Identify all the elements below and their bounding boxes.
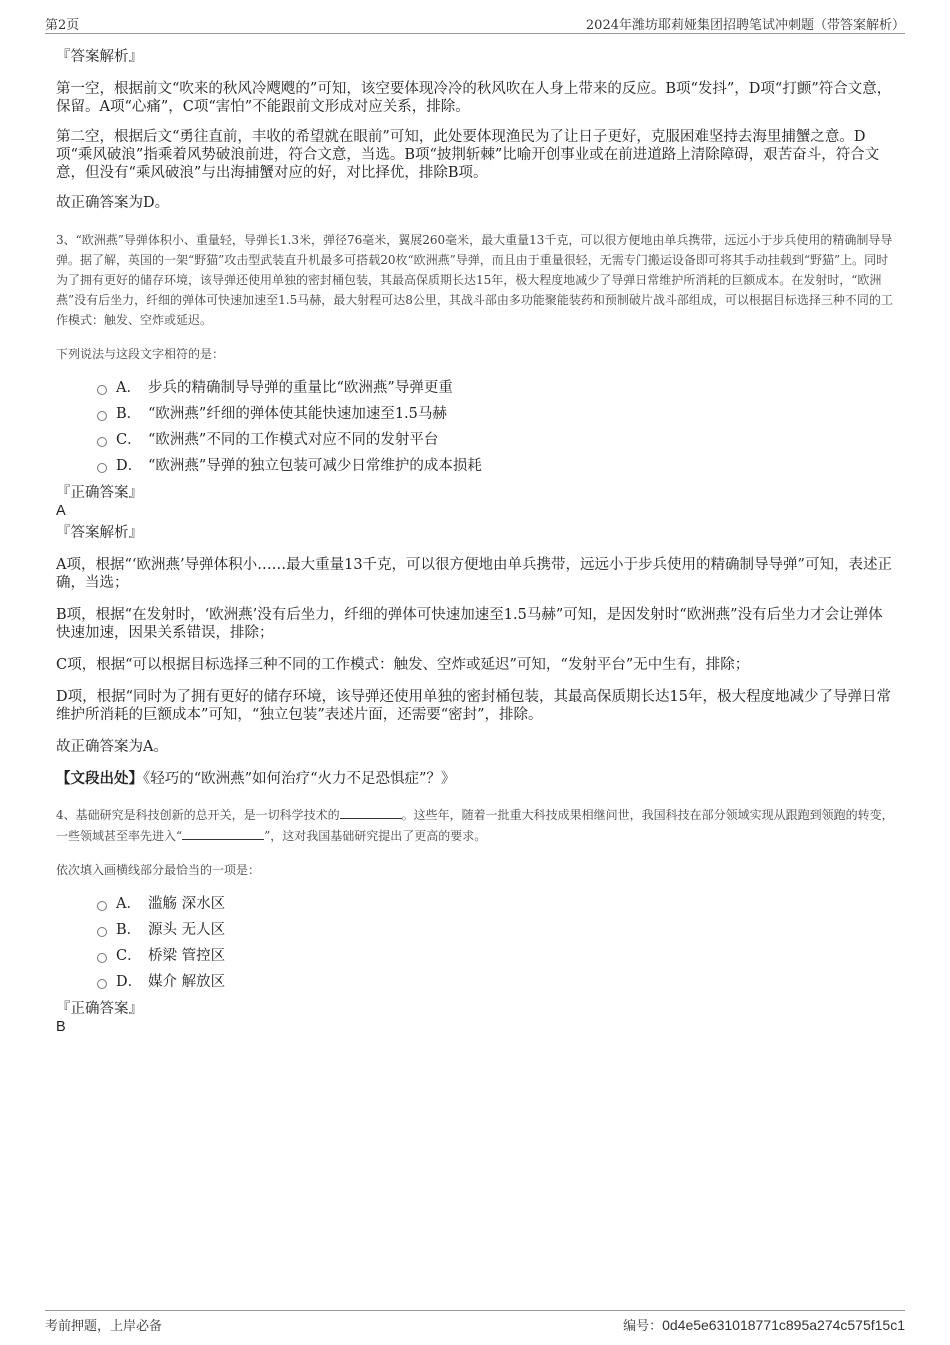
page-header	[45, 14, 905, 34]
q2-analysis-para2: 第二空，根据后文“勇往直前，丰收的希望就在眼前”可知，此处要体现渔民为了让日子更好，克服困难坚持去海里捕蟹之意。D项“乘风破浪”指乘着风势破浪前进，符合文意，当选。B项“披荆斩棘”比喻开创事业或在前进道路上清除障碍，艰苦奋斗，符合文意，但没有“乘风破浪”与出海捕蟹对应的好，对比择优，排除B项。	[56, 129, 880, 181]
footer-slogan: 考前押题，上岸必备	[45, 1319, 163, 1334]
q3-analysis-label: 『答案解析』	[56, 525, 143, 541]
q3-stem: 3、“欧洲燕”导弹体积小、重量轻，导弹长1.3米，弹径76毫米，翼展260毫米，最大重量13千克，可以很方便地由单兵携带，远远小于步兵使用的精确制导导弹。据了解，英国的一架“野猫”攻击型武装直升机最多可搭载20枚“欧洲燕”导弹，而且由于重量很轻，无需专门搬运设备即可将其手动挂载到“野猫”上。同时为了拥有更好的储存环境，该导弹还使用单独的密封桶包装，其最高保质期长达15年，极大程度地减少了导弹日常维护所消耗的巨额成本。在发射时，“欧洲燕”没有后坐力，纤细的弹体可快速加速至1.5马赫，最大射程可达8公里，其战斗部由多功能聚能装药和预制破片战斗部组成，可以根据目标选择三种不同的工作模式：触发、空炸或延迟。	[56, 233, 893, 327]
source-label: 【文段出处】	[56, 770, 143, 787]
fill-blank-1	[340, 804, 402, 819]
q2-analysis-para1: 第一空，根据前文“吹来的秋风冷飕飕的”可知，该空要体现冷冷的秋风吹在人身上带来的反应。B项“发抖”，D项“打颤”符合文意，保留。A项“心痛”，C项“害怕”不能跟前文形成对应关系，排除。	[56, 81, 892, 115]
q3-conclusion: 故正确答案为A。	[56, 739, 168, 755]
q3-source	[56, 770, 896, 788]
q3-prompt: 下列说法与这段文字相符的是：	[56, 347, 225, 361]
q3-option-a[interactable]: A． 步兵的精确制导导弹的重量比“欧洲燕”导弹更重	[56, 378, 896, 404]
q4-options	[56, 894, 896, 998]
q3-option-b[interactable]: B． “欧洲燕”纤细的弹体使其能快速加速至1.5马赫	[56, 404, 896, 430]
page-number: 第2页	[45, 18, 80, 33]
radio-icon[interactable]	[97, 979, 107, 989]
q3-analysis-d: D项，根据“同时为了拥有更好的储存环境，该导弹还使用单独的密封桶包装，其最高保质期长达15年，极大程度地减少了导弹日常维护所消耗的巨额成本”可知，“独立包装”表述片面，还需要“密封”，排除。	[56, 689, 891, 723]
q4-answer-label: 『正确答案』	[56, 1001, 143, 1017]
q4-option-c[interactable]: C． 桥梁 管控区	[56, 946, 896, 972]
radio-icon[interactable]	[97, 901, 107, 911]
radio-icon[interactable]	[97, 385, 107, 395]
page-footer	[45, 1310, 905, 1334]
q4-prompt: 依次填入画横线部分最恰当的一项是：	[56, 863, 261, 877]
source-text: 《轻巧的“欧洲燕”如何治疗“火力不足恐惧症”？》	[143, 771, 456, 787]
q4-stem: 4、基础研究是科技创新的总开关，是一切科学技术的 。这些年，随着一批重大科技成果相继问世，我国科技在部分领域实现从跟跑到领跑的转变，一些领域甚至率先进入“ ”，这对我国基础研究提出了更高的要求。	[56, 804, 896, 846]
q4-answer: B	[56, 1019, 66, 1035]
q3-option-d[interactable]: D． “欧洲燕”导弹的独立包装可减少日常维护的成本损耗	[56, 456, 896, 482]
radio-icon[interactable]	[97, 463, 107, 473]
radio-icon[interactable]	[97, 953, 107, 963]
q3-analysis-c: C项，根据“可以根据目标选择三种不同的工作模式：触发、空炸或延迟”可知，“发射平台”无中生有，排除；	[56, 657, 750, 673]
document-code: 编号：0d4e5e631018771c895a274c575f15c1	[623, 1317, 905, 1334]
q3-analysis-b: B项，根据“在发射时，‘欧洲燕’没有后坐力，纤细的弹体可快速加速至1.5马赫”可知，是因发射时“欧洲燕”没有后坐力才会让弹体快速加速，因果关系错误，排除；	[56, 607, 883, 641]
q3-analysis-a: A项，根据“‘欧洲燕’导弹体积小……最大重量13千克，可以很方便地由单兵携带，远远小于步兵使用的精确制导导弹”可知，表述正确，当选；	[56, 557, 892, 591]
q4-option-b[interactable]: B． 源头 无人区	[56, 920, 896, 946]
radio-icon[interactable]	[97, 437, 107, 447]
document-body	[56, 48, 896, 1036]
q4-option-a[interactable]: A． 滥觞 深水区	[56, 894, 896, 920]
radio-icon[interactable]	[97, 411, 107, 421]
q3-options	[56, 378, 896, 482]
q4-option-d[interactable]: D． 媒介 解放区	[56, 972, 896, 998]
q2-analysis-label: 『答案解析』	[56, 49, 143, 65]
document-title: 2024年潍坊耶莉娅集团招聘笔试冲刺题（带答案解析）	[585, 18, 905, 33]
q3-option-c[interactable]: C． “欧洲燕”不同的工作模式对应不同的发射平台	[56, 430, 896, 456]
q2-conclusion: 故正确答案为D。	[56, 195, 170, 211]
fill-blank-2	[182, 825, 264, 840]
radio-icon[interactable]	[97, 927, 107, 937]
q3-answer-label: 『正确答案』	[56, 485, 143, 501]
q3-answer: A	[56, 503, 66, 519]
